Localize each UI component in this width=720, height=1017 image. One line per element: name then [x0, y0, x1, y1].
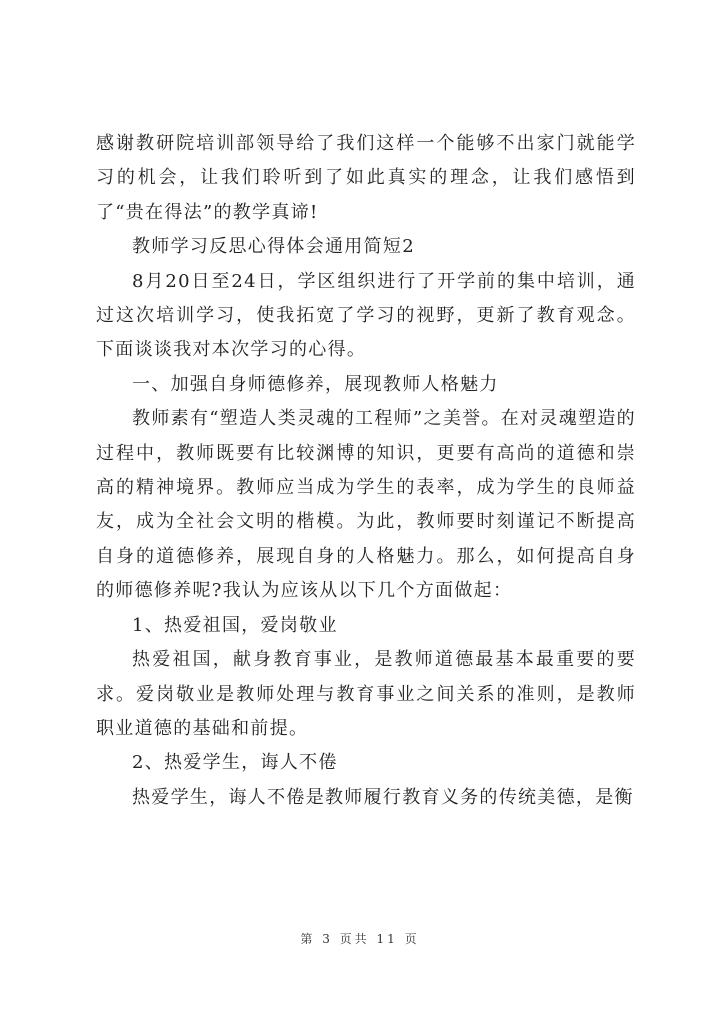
document-body — [96, 127, 636, 815]
section-title: 教师学习反思心得体会通用简短2 — [132, 236, 415, 258]
paragraph-love-students: 热爱学生，诲人不倦是教师履行教育义务的传统美德，是衡 — [132, 786, 634, 808]
subheading-2: 2、热爱学生，诲人不倦 — [132, 752, 338, 774]
subheading-1: 1、热爱祖国，爱岗敬业 — [132, 614, 338, 636]
heading-section-1: 一、加强自身师德修养，展现教师人格魅力 — [132, 373, 499, 395]
paragraph-love-country: 热爱祖国，献身教育事业，是教师道德最基本最重要的要求。爱岗敬业是教师处理与教育事业之间关系的准则，是教师职业道德的基础和前提。 — [96, 649, 636, 739]
paragraph-teacher-ethics: 教师素有“塑造人类灵魂的工程师”之美誉。在对灵魂塑造的过程中，教师既要有比较渊博的知识，更要有高尚的道德和崇高的精神境界。教师应当成为学生的表率，成为学生的良师益友，成为全社会文明的楷模。为此，教师要时刻谨记不断提高自身的道德修养，展现自身的人格魅力。那么，如何提高自身的师德修养呢?我认为应该从以下几个方面做起： — [96, 408, 636, 602]
paragraph-intro: 8月20日至24日，学区组织进行了开学前的集中培训，通过这次培训学习，使我拓宽了学习的视野，更新了教育观念。下面谈谈我对本次学习的心得。 — [96, 270, 636, 361]
paragraph-closing-thanks: 感谢教研院培训部领导给了我们这样一个能够不出家门就能学习的机会，让我们聆听到了如此真实的理念，让我们感悟到了“贵在得法”的教学真谛! — [96, 133, 636, 223]
page-number-footer: 第 3 页共 11 页 — [300, 932, 420, 946]
